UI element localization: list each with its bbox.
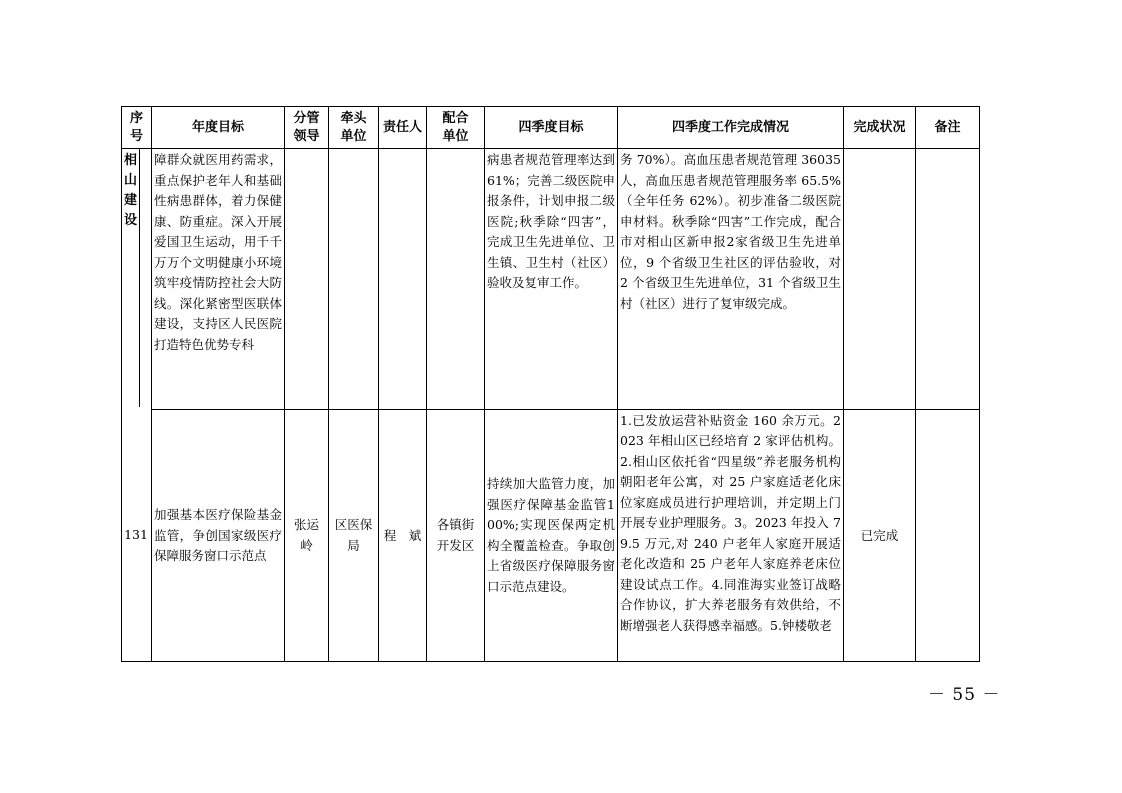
- coop-unit-cell: [427, 149, 485, 410]
- table-header-row: [122, 107, 980, 149]
- header-remark: 备注: [916, 107, 980, 149]
- annual-goal-cell: 加强基本医疗保险基金监管，争创国家级医疗保障服务窗口示范点: [152, 409, 285, 662]
- page-number: － 55 －: [928, 685, 1001, 705]
- q4-goal-cell: 病患者规范管理率达到61%；完善二级医院申报条件，计划申报二级医院;秋季除“四害”，完成卫生先进单位、卫生镇、卫生村（社区）验收及复审工作。: [485, 149, 618, 410]
- remark-cell: [916, 409, 980, 662]
- header-seq: 序号: [122, 107, 152, 149]
- remark-cell: [916, 149, 980, 410]
- header-q4-goal: 四季度目标: [485, 107, 618, 149]
- q4-status-cell: 务 70%）。高血压患者规范管理 36035 人，高血压患者规范管理服务率 65.5%（全年任务 62%）。初步准备二级医院申材料。秋季除“四害”工作完成，配合市对相山区新申报2家省级卫生先进单位，9 个省级卫生社区的评估验收，对 2 个省级卫生先进单位，31 个省级卫生村（社区）进行了复审级完成。: [618, 149, 844, 410]
- header-q4-status: 四季度工作完成情况: [618, 107, 844, 149]
- q4-goal-cell: 持续加大监管力度，加强医疗保障基金监管100%;实现医保两定机构全覆盖检查。争取创上省级医疗保障服务窗口示范点建设。: [485, 409, 618, 662]
- header-responsible: 责任人: [379, 107, 427, 149]
- header-lead-unit: 牵头单位: [329, 107, 379, 149]
- leader-cell: 张运岭: [285, 409, 329, 662]
- lead-unit-cell: [329, 149, 379, 410]
- row-seq-number: 131: [124, 526, 148, 542]
- coop-unit-cell: 各镇街开发区: [427, 409, 485, 662]
- responsible-cell: [379, 149, 427, 410]
- responsible-cell: 程 斌: [379, 409, 427, 662]
- completion-cell: 已完成: [844, 409, 916, 662]
- section-label-cell: [122, 149, 140, 407]
- table-row: [122, 149, 980, 410]
- leader-cell: [285, 149, 329, 410]
- section-label: 相山建设: [123, 153, 137, 228]
- annual-goal-cell: 障群众就医用药需求，重点保护老年人和基础性病患群体，着力保健康、防重症。深入开展爱国卫生运动，用千千万万个文明健康小环境筑牢疫情防控社会大防线。深化紧密型医联体建设，支持区人民医院打造特色优势专科: [152, 149, 285, 410]
- header-leader: 分管领导: [285, 107, 329, 149]
- q4-status-cell: 1.已发放运营补贴资金 160 余万元。2023 年相山区已经培育 2 家评估机构。2.相山区依托省“四星级”养老服务机构朝阳老年公寓，对 25 户家庭适老化床位家庭成员进行护理培训，并定期上门开展专业护理服务。3。2023 年投入 79.5 万元,对 240 户老年人家庭开展适老化改造和 25 户老年人家庭养老床位建设试点工作。4.同淮海实业签订战略合作协议，扩大养老服务有效供给，不断增强老人获得感幸福感。5.钟楼敬老: [618, 409, 844, 662]
- header-annual-goal: 年度目标: [152, 107, 285, 149]
- header-completion: 完成状况: [844, 107, 916, 149]
- header-coop-unit: 配合单位: [427, 107, 485, 149]
- completion-cell: [844, 149, 916, 410]
- row-131-seq: [121, 408, 151, 660]
- lead-unit-cell: 区医保局: [329, 409, 379, 662]
- work-target-table: [121, 106, 980, 662]
- table-row: [122, 409, 980, 662]
